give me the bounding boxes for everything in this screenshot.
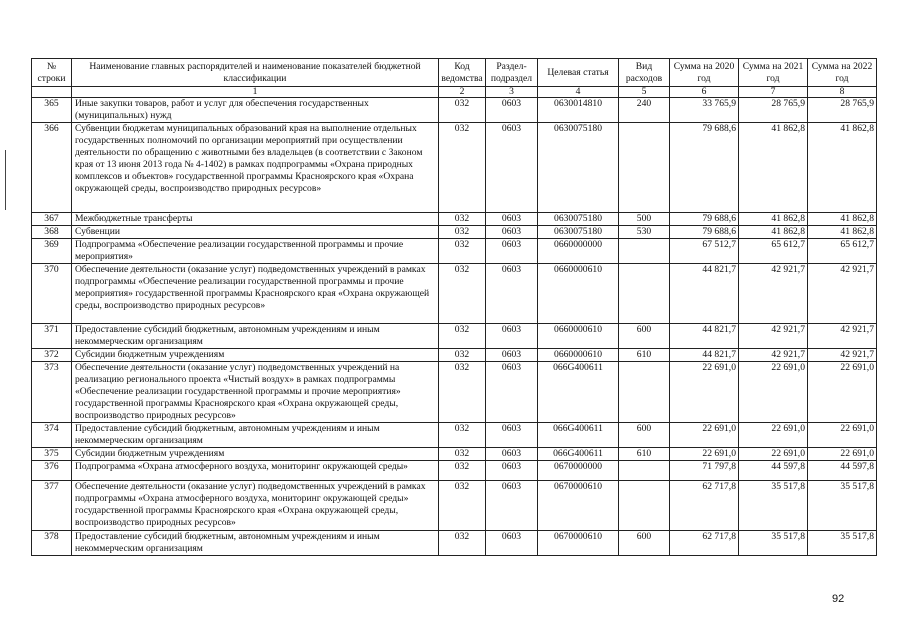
- sum-2022: 41 862,8: [808, 123, 877, 213]
- row-number: 365: [32, 98, 72, 123]
- sum-2021: 22 691,0: [739, 362, 808, 423]
- expense-type: [619, 264, 670, 324]
- header-sum-2020: Сумма на 2020 год: [670, 59, 739, 87]
- expense-type: 600: [619, 423, 670, 448]
- sum-2020: 22 691,0: [670, 362, 739, 423]
- expense-type: 600: [619, 531, 670, 556]
- department-code: 032: [439, 362, 486, 423]
- page-number: 92: [832, 593, 845, 605]
- sum-2022: 41 862,8: [808, 213, 877, 226]
- department-code: 032: [439, 531, 486, 556]
- sum-2022: 22 691,0: [808, 423, 877, 448]
- header-name: Наименование главных распорядителей и наименование показателей бюджетной классификации: [72, 59, 439, 87]
- sum-2021: 28 765,9: [739, 98, 808, 123]
- department-code: 032: [439, 448, 486, 461]
- sum-2021: 35 517,8: [739, 531, 808, 556]
- header-department-code: Код ведомства: [439, 59, 486, 87]
- expense-type: [619, 239, 670, 264]
- sum-2021: 42 921,7: [739, 324, 808, 349]
- row-name: Предоставление субсидий бюджетным, автономным учреждениям и иным некоммерческим организациям: [72, 324, 439, 349]
- target-article: 0660000610: [538, 349, 619, 362]
- expense-type: 240: [619, 98, 670, 123]
- row-number: 377: [32, 481, 72, 531]
- column-index-cell: 7: [739, 87, 808, 98]
- department-code: 032: [439, 324, 486, 349]
- column-index-cell: 8: [808, 87, 877, 98]
- table-row: [32, 531, 877, 556]
- row-name: Подпрограмма «Охрана атмосферного воздуха, мониторинг окружающей среды»: [72, 461, 439, 481]
- sum-2021: 41 862,8: [739, 213, 808, 226]
- section-code: 0603: [486, 461, 538, 481]
- department-code: 032: [439, 461, 486, 481]
- sum-2022: 22 691,0: [808, 448, 877, 461]
- row-name: Обеспечение деятельности (оказание услуг) подведомственных учреждений в рамках подпрограммы «Обеспечение реализации государственной программы и прочие мероприятия» государственной программы Красноярского края «Охрана окружающей среды, воспроизводство природных ресурсов»: [72, 264, 439, 324]
- department-code: 032: [439, 481, 486, 531]
- sum-2022: 22 691,0: [808, 362, 877, 423]
- column-index-cell: 5: [619, 87, 670, 98]
- department-code: 032: [439, 349, 486, 362]
- sum-2020: 62 717,8: [670, 531, 739, 556]
- department-code: 032: [439, 213, 486, 226]
- sum-2021: 42 921,7: [739, 349, 808, 362]
- row-number: 369: [32, 239, 72, 264]
- sum-2022: 28 765,9: [808, 98, 877, 123]
- column-index-cell: 4: [538, 87, 619, 98]
- sum-2022: 41 862,8: [808, 226, 877, 239]
- target-article: 0630014810: [538, 98, 619, 123]
- sum-2020: 71 797,8: [670, 461, 739, 481]
- department-code: 032: [439, 239, 486, 264]
- table-row: [32, 123, 877, 213]
- sum-2021: 65 612,7: [739, 239, 808, 264]
- sum-2022: 42 921,7: [808, 324, 877, 349]
- sum-2022: 42 921,7: [808, 264, 877, 324]
- section-code: 0603: [486, 481, 538, 531]
- header-expense-type: Вид расходов: [619, 59, 670, 87]
- row-name: Субсидии бюджетным учреждениям: [72, 448, 439, 461]
- row-name: Субвенции бюджетам муниципальных образований края на выполнение отдельных государственных полномочий по организации мероприятий при осуществлении деятельности по обращению с животными без владельцев (в соответствии с Законом края от 13 июня 2013 года № 4-1402) в рамках подпрограммы «Охрана природных комплексов и объектов» государственной программы Красноярского края «Охрана окружающей среды, воспроизводство природных ресурсов»: [72, 123, 439, 213]
- section-code: 0603: [486, 362, 538, 423]
- sum-2022: 42 921,7: [808, 349, 877, 362]
- column-index-cell: 1: [72, 87, 439, 98]
- section-code: 0603: [486, 264, 538, 324]
- row-name: Субсидии бюджетным учреждениям: [72, 349, 439, 362]
- expense-type: 600: [619, 324, 670, 349]
- row-number: 378: [32, 531, 72, 556]
- target-article: 0630075180: [538, 213, 619, 226]
- row-number: 367: [32, 213, 72, 226]
- column-index-cell: [32, 87, 72, 98]
- expense-type: 610: [619, 448, 670, 461]
- section-code: 0603: [486, 98, 538, 123]
- row-name: Иные закупки товаров, работ и услуг для обеспечения государственных (муниципальных) нужд: [72, 98, 439, 123]
- sum-2021: 44 597,8: [739, 461, 808, 481]
- row-number: 373: [32, 362, 72, 423]
- row-number: 368: [32, 226, 72, 239]
- target-article: 0660000000: [538, 239, 619, 264]
- column-index-cell: 6: [670, 87, 739, 98]
- table-body: [32, 98, 877, 556]
- row-name: Предоставление субсидий бюджетным, автономным учреждениям и иным некоммерческим организациям: [72, 423, 439, 448]
- row-number: 366: [32, 123, 72, 213]
- row-name: Предоставление субсидий бюджетным, автономным учреждениям и иным некоммерческим организациям: [72, 531, 439, 556]
- table-row: [32, 226, 877, 239]
- department-code: 032: [439, 226, 486, 239]
- department-code: 032: [439, 123, 486, 213]
- table-row: [32, 461, 877, 481]
- expense-type: 530: [619, 226, 670, 239]
- expense-type: 500: [619, 213, 670, 226]
- sum-2020: 44 821,7: [670, 264, 739, 324]
- table-row: [32, 264, 877, 324]
- section-code: 0603: [486, 239, 538, 264]
- expense-type: [619, 481, 670, 531]
- scan-margin-mark: [5, 150, 6, 210]
- column-index-row: [32, 87, 877, 98]
- budget-table: [31, 58, 877, 556]
- header-row-number: № строки: [32, 59, 72, 87]
- target-article: 066G400611: [538, 448, 619, 461]
- table-row: [32, 362, 877, 423]
- row-name: Межбюджетные трансферты: [72, 213, 439, 226]
- sum-2022: 65 612,7: [808, 239, 877, 264]
- section-code: 0603: [486, 324, 538, 349]
- expense-type: 610: [619, 349, 670, 362]
- row-number: 371: [32, 324, 72, 349]
- row-name: Подпрограмма «Обеспечение реализации государственной программы и прочие мероприятия»: [72, 239, 439, 264]
- header-section: Раздел-подраздел: [486, 59, 538, 87]
- sum-2021: 41 862,8: [739, 226, 808, 239]
- table-row: [32, 213, 877, 226]
- row-number: 375: [32, 448, 72, 461]
- target-article: 0660000610: [538, 324, 619, 349]
- row-number: 372: [32, 349, 72, 362]
- department-code: 032: [439, 423, 486, 448]
- section-code: 0603: [486, 226, 538, 239]
- section-code: 0603: [486, 423, 538, 448]
- sum-2022: 44 597,8: [808, 461, 877, 481]
- row-name: Обеспечение деятельности (оказание услуг) подведомственных учреждений на реализацию регионального проекта «Чистый воздух» в рамках подпрограммы «Обеспечение реализации государственной программы и прочие мероприятия» государственной программы Красноярского края «Охрана окружающей среды, воспроизводство природных ресурсов»: [72, 362, 439, 423]
- target-article: 0670000610: [538, 531, 619, 556]
- table-header: [32, 59, 877, 98]
- expense-type: [619, 362, 670, 423]
- sum-2022: 35 517,8: [808, 481, 877, 531]
- target-article: 066G400611: [538, 362, 619, 423]
- target-article: 0660000610: [538, 264, 619, 324]
- target-article: 0670000000: [538, 461, 619, 481]
- column-index-cell: 2: [439, 87, 486, 98]
- target-article: 0630075180: [538, 226, 619, 239]
- section-code: 0603: [486, 448, 538, 461]
- header-target-article: Целевая статья: [538, 59, 619, 87]
- row-number: 374: [32, 423, 72, 448]
- sum-2020: 22 691,0: [670, 423, 739, 448]
- table-row: [32, 349, 877, 362]
- sum-2020: 79 688,6: [670, 226, 739, 239]
- sum-2021: 35 517,8: [739, 481, 808, 531]
- sum-2021: 41 862,8: [739, 123, 808, 213]
- sum-2020: 44 821,7: [670, 349, 739, 362]
- expense-type: [619, 461, 670, 481]
- section-code: 0603: [486, 213, 538, 226]
- sum-2020: 79 688,6: [670, 213, 739, 226]
- sum-2022: 35 517,8: [808, 531, 877, 556]
- sum-2020: 33 765,9: [670, 98, 739, 123]
- sum-2020: 44 821,7: [670, 324, 739, 349]
- table-row: [32, 324, 877, 349]
- department-code: 032: [439, 264, 486, 324]
- header-sum-2021: Сумма на 2021 год: [739, 59, 808, 87]
- sum-2020: 22 691,0: [670, 448, 739, 461]
- table-row: [32, 448, 877, 461]
- target-article: 0670000610: [538, 481, 619, 531]
- row-number: 376: [32, 461, 72, 481]
- section-code: 0603: [486, 349, 538, 362]
- target-article: 0630075180: [538, 123, 619, 213]
- sum-2020: 62 717,8: [670, 481, 739, 531]
- table-row: [32, 239, 877, 264]
- sum-2021: 22 691,0: [739, 423, 808, 448]
- target-article: 066G400611: [538, 423, 619, 448]
- row-number: 370: [32, 264, 72, 324]
- row-name: Обеспечение деятельности (оказание услуг) подведомственных учреждений в рамках подпрограммы «Охрана атмосферного воздуха, мониторинг окружающей среды» государственной программы Красноярского края «Охрана окружающей среды, воспроизводство природных ресурсов»: [72, 481, 439, 531]
- table-row: [32, 98, 877, 123]
- sum-2021: 42 921,7: [739, 264, 808, 324]
- department-code: 032: [439, 98, 486, 123]
- row-name: Субвенции: [72, 226, 439, 239]
- sum-2021: 22 691,0: [739, 448, 808, 461]
- header-sum-2022: Сумма на 2022 год: [808, 59, 877, 87]
- section-code: 0603: [486, 123, 538, 213]
- sum-2020: 79 688,6: [670, 123, 739, 213]
- sum-2020: 67 512,7: [670, 239, 739, 264]
- table-row: [32, 481, 877, 531]
- expense-type: [619, 123, 670, 213]
- column-index-cell: 3: [486, 87, 538, 98]
- section-code: 0603: [486, 531, 538, 556]
- table-row: [32, 423, 877, 448]
